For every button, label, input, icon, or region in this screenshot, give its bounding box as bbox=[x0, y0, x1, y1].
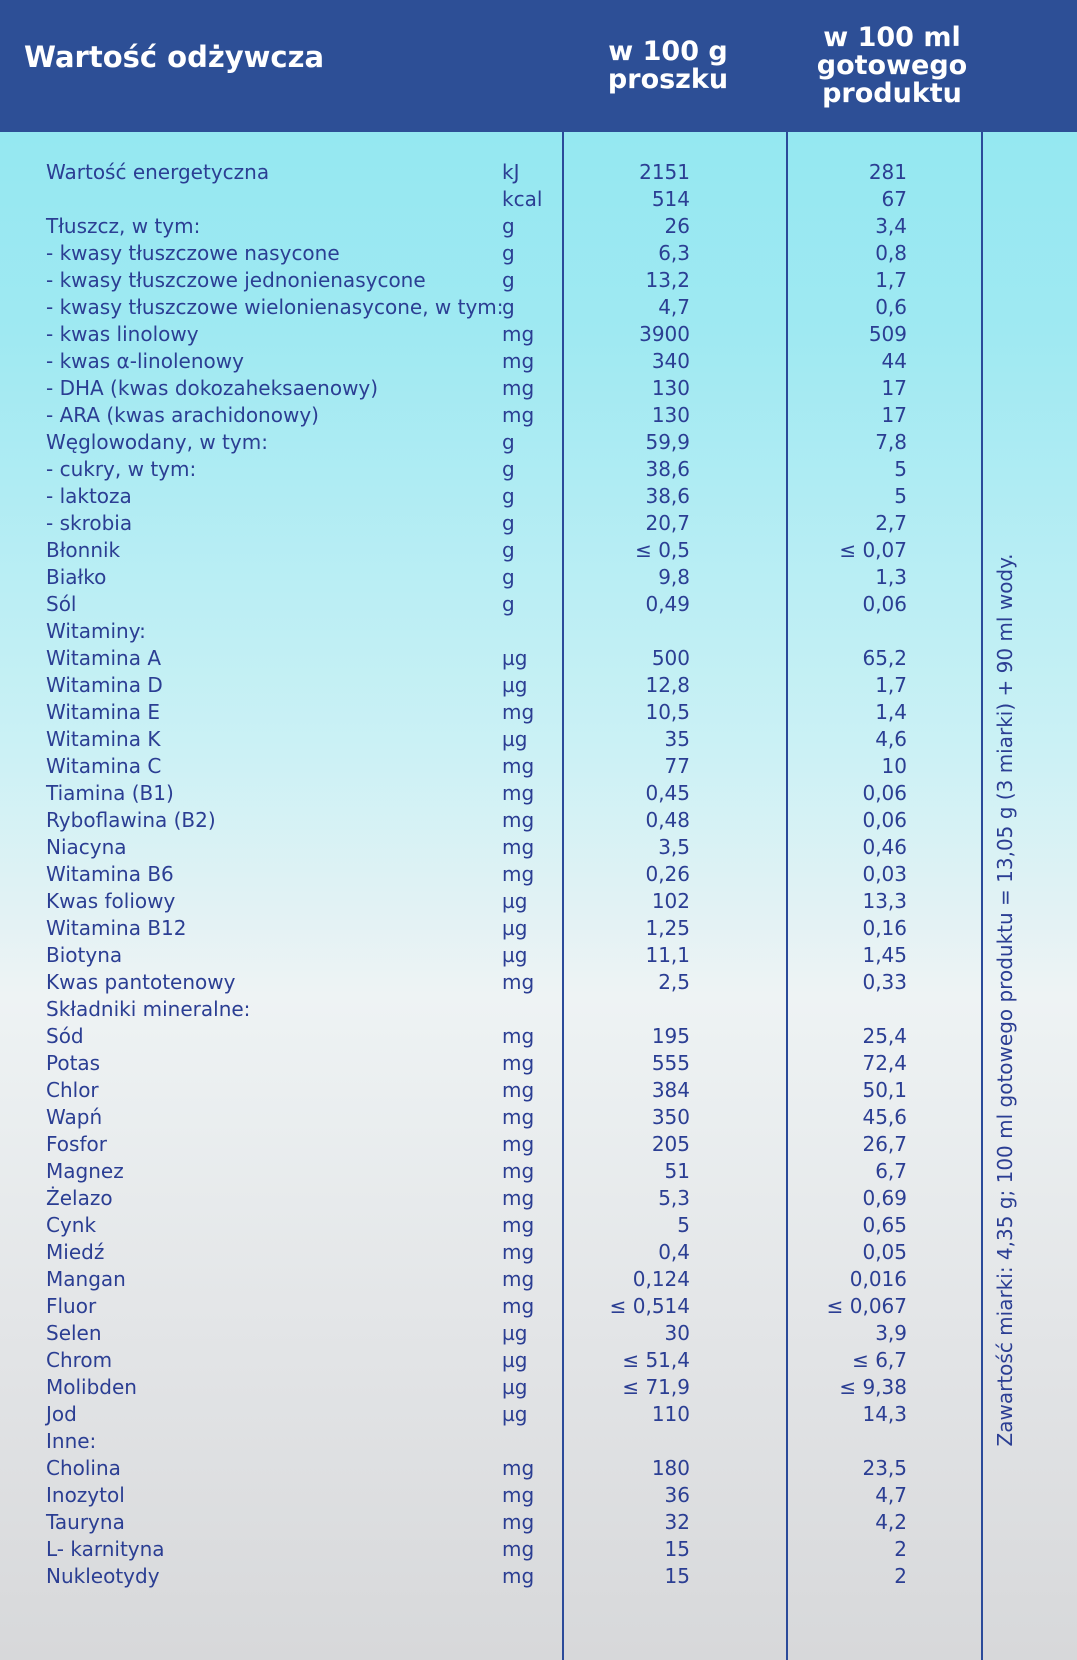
table-row bbox=[0, 241, 980, 268]
value-per-100g: 0,45 bbox=[645, 781, 690, 805]
value-per-100g: 0,26 bbox=[645, 862, 690, 886]
unit: mg bbox=[502, 1564, 535, 1588]
value-per-100ml: 5 bbox=[894, 457, 907, 481]
table-row bbox=[0, 1429, 980, 1456]
value-per-100g: 35 bbox=[664, 727, 690, 751]
unit: kJ bbox=[502, 160, 520, 184]
value-per-100ml: 2 bbox=[894, 1537, 907, 1561]
nutrient-name: - kwas α-linolenowy bbox=[46, 349, 244, 373]
nutrient-name: Jod bbox=[46, 1402, 77, 1426]
nutrient-name: Fluor bbox=[46, 1294, 97, 1318]
nutrient-name: Węglowodany, w tym: bbox=[46, 430, 268, 454]
value-per-100g: 59,9 bbox=[645, 430, 690, 454]
value-per-100ml: 65,2 bbox=[862, 646, 907, 670]
table-header bbox=[0, 0, 1077, 132]
nutrient-name: Witamina C bbox=[46, 754, 162, 778]
nutrient-name: Witamina B6 bbox=[46, 862, 174, 886]
value-per-100ml: 4,7 bbox=[875, 1483, 907, 1507]
table-row bbox=[0, 268, 980, 295]
table-row bbox=[0, 754, 980, 781]
table-row bbox=[0, 1024, 980, 1051]
nutrient-name: - DHA (kwas dokozaheksaenowy) bbox=[46, 376, 379, 400]
value-per-100ml: 17 bbox=[881, 403, 907, 427]
table-row bbox=[0, 511, 980, 538]
table-row bbox=[0, 160, 980, 187]
value-per-100g: 130 bbox=[651, 403, 690, 427]
value-per-100ml: 0,05 bbox=[862, 1240, 907, 1264]
nutrient-name: Molibden bbox=[46, 1375, 137, 1399]
unit: g bbox=[502, 241, 515, 265]
value-per-100ml: 72,4 bbox=[862, 1051, 907, 1075]
value-per-100ml: 0,33 bbox=[862, 970, 907, 994]
value-per-100g: 13,2 bbox=[645, 268, 690, 292]
value-per-100ml: 7,8 bbox=[875, 430, 907, 454]
table-row bbox=[0, 808, 980, 835]
value-per-100g: ≤ 51,4 bbox=[622, 1348, 690, 1372]
value-per-100g: 500 bbox=[651, 646, 690, 670]
nutrient-name: Witaminy: bbox=[46, 619, 146, 643]
nutrient-name: Witamina A bbox=[46, 646, 161, 670]
serving-note: Zawartość miarki: 4,35 g; 100 ml gotowego produktu = 13,05 g (3 miarki) + 90 ml wody. bbox=[993, 553, 1017, 1447]
table-row bbox=[0, 457, 980, 484]
unit: mg bbox=[502, 970, 535, 994]
value-per-100ml: 0,16 bbox=[862, 916, 907, 940]
unit: mg bbox=[502, 1024, 535, 1048]
unit: g bbox=[502, 457, 515, 481]
unit: mg bbox=[502, 1294, 535, 1318]
unit: µg bbox=[502, 1402, 528, 1426]
nutrient-name: Wapń bbox=[46, 1105, 103, 1129]
unit: µg bbox=[502, 646, 528, 670]
table-row bbox=[0, 1051, 980, 1078]
value-per-100g: 130 bbox=[651, 376, 690, 400]
table-row bbox=[0, 727, 980, 754]
value-per-100ml: 17 bbox=[881, 376, 907, 400]
table-row bbox=[0, 1159, 980, 1186]
column-header-per-100g bbox=[562, 38, 774, 94]
unit: g bbox=[502, 565, 515, 589]
value-per-100ml: 50,1 bbox=[862, 1078, 907, 1102]
value-per-100g: 1,25 bbox=[645, 916, 690, 940]
table-row bbox=[0, 295, 980, 322]
table-row bbox=[0, 322, 980, 349]
unit: µg bbox=[502, 916, 528, 940]
table-row bbox=[0, 1240, 980, 1267]
value-per-100g: 12,8 bbox=[645, 673, 690, 697]
table-row bbox=[0, 1213, 980, 1240]
unit: mg bbox=[502, 835, 535, 859]
value-per-100g: 0,48 bbox=[645, 808, 690, 832]
nutrient-name: Wartość energetyczna bbox=[46, 160, 270, 184]
table-row bbox=[0, 1510, 980, 1537]
unit: mg bbox=[502, 1105, 535, 1129]
table-row bbox=[0, 430, 980, 457]
table-row bbox=[0, 700, 980, 727]
value-per-100g: 5 bbox=[677, 1213, 690, 1237]
nutrient-name: Magnez bbox=[46, 1159, 124, 1183]
unit: mg bbox=[502, 1159, 535, 1183]
column-header-line: gotowego bbox=[816, 50, 968, 81]
unit: mg bbox=[502, 862, 535, 886]
value-per-100ml: 509 bbox=[868, 322, 907, 346]
value-per-100g: ≤ 0,5 bbox=[635, 538, 690, 562]
nutrient-name: Mangan bbox=[46, 1267, 126, 1291]
value-per-100ml: 2 bbox=[894, 1564, 907, 1588]
value-per-100g: 2,5 bbox=[658, 970, 690, 994]
unit: g bbox=[502, 538, 515, 562]
nutrient-name: - kwasy tłuszczowe wielonienasycone, w tym: bbox=[46, 295, 504, 319]
value-per-100g: 4,7 bbox=[658, 295, 690, 319]
value-per-100ml: 0,03 bbox=[862, 862, 907, 886]
value-per-100g: 3,5 bbox=[658, 835, 690, 859]
unit: mg bbox=[502, 1051, 535, 1075]
unit: µg bbox=[502, 889, 528, 913]
value-per-100g: 51 bbox=[664, 1159, 690, 1183]
table-row bbox=[0, 187, 980, 214]
nutrient-name: - cukry, w tym: bbox=[46, 457, 197, 481]
table-row bbox=[0, 1186, 980, 1213]
nutrient-name: Cholina bbox=[46, 1456, 121, 1480]
value-per-100ml: 23,5 bbox=[862, 1456, 907, 1480]
value-per-100ml: 4,6 bbox=[875, 727, 907, 751]
value-per-100ml: 0,65 bbox=[862, 1213, 907, 1237]
value-per-100ml: 2,7 bbox=[875, 511, 907, 535]
value-per-100g: 9,8 bbox=[658, 565, 690, 589]
value-per-100ml: 25,4 bbox=[862, 1024, 907, 1048]
unit: µg bbox=[502, 943, 528, 967]
table-row bbox=[0, 1132, 980, 1159]
column-header-line: w 100 g bbox=[608, 36, 728, 67]
nutrient-name: Niacyna bbox=[46, 835, 127, 859]
value-per-100g: 102 bbox=[651, 889, 690, 913]
value-per-100ml: 0,06 bbox=[862, 781, 907, 805]
table-row bbox=[0, 538, 980, 565]
unit: mg bbox=[502, 322, 535, 346]
value-per-100g: 3900 bbox=[639, 322, 690, 346]
table-row bbox=[0, 592, 980, 619]
unit: µg bbox=[502, 1348, 528, 1372]
table-row bbox=[0, 997, 980, 1024]
nutrient-name: Inne: bbox=[46, 1429, 97, 1453]
value-per-100g: 26 bbox=[664, 214, 690, 238]
value-per-100ml: 67 bbox=[881, 187, 907, 211]
table-row bbox=[0, 1564, 980, 1591]
nutrient-name: Sód bbox=[46, 1024, 84, 1048]
table-row bbox=[0, 1105, 980, 1132]
table-row bbox=[0, 349, 980, 376]
value-per-100g: 205 bbox=[651, 1132, 690, 1156]
value-per-100ml: 44 bbox=[881, 349, 907, 373]
value-per-100g: 10,5 bbox=[645, 700, 690, 724]
unit: g bbox=[502, 295, 515, 319]
nutrient-name: Żelazo bbox=[46, 1186, 113, 1210]
unit: mg bbox=[502, 1267, 535, 1291]
nutrient-name: Chlor bbox=[46, 1078, 99, 1102]
nutrient-name: Tauryna bbox=[46, 1510, 125, 1534]
table-row bbox=[0, 943, 980, 970]
value-per-100ml: 5 bbox=[894, 484, 907, 508]
table-row bbox=[0, 1078, 980, 1105]
column-divider bbox=[981, 132, 983, 1660]
value-per-100ml: 13,3 bbox=[862, 889, 907, 913]
value-per-100g: 0,124 bbox=[632, 1267, 690, 1291]
nutrient-name: L- karnityna bbox=[46, 1537, 165, 1561]
column-header-per-100ml bbox=[786, 24, 998, 108]
value-per-100g: 5,3 bbox=[658, 1186, 690, 1210]
nutrient-name: Kwas foliowy bbox=[46, 889, 176, 913]
value-per-100g: 0,49 bbox=[645, 592, 690, 616]
value-per-100g: 2151 bbox=[639, 160, 690, 184]
value-per-100g: 32 bbox=[664, 1510, 690, 1534]
value-per-100ml: 0,016 bbox=[849, 1267, 907, 1291]
value-per-100ml: 3,9 bbox=[875, 1321, 907, 1345]
nutrient-name: Potas bbox=[46, 1051, 101, 1075]
table-row bbox=[0, 1537, 980, 1564]
nutrient-name: Błonnik bbox=[46, 538, 121, 562]
unit: µg bbox=[502, 673, 528, 697]
value-per-100g: 514 bbox=[651, 187, 690, 211]
value-per-100ml: 1,4 bbox=[875, 700, 907, 724]
value-per-100ml: 3,4 bbox=[875, 214, 907, 238]
value-per-100ml: 45,6 bbox=[862, 1105, 907, 1129]
table-row bbox=[0, 1267, 980, 1294]
value-per-100g: 20,7 bbox=[645, 511, 690, 535]
table-row bbox=[0, 565, 980, 592]
unit: mg bbox=[502, 376, 535, 400]
value-per-100g: 0,4 bbox=[658, 1240, 690, 1264]
value-per-100ml: ≤ 9,38 bbox=[839, 1375, 907, 1399]
unit: g bbox=[502, 511, 515, 535]
table-row bbox=[0, 619, 980, 646]
unit: mg bbox=[502, 1510, 535, 1534]
nutrient-name: Ryboflawina (B2) bbox=[46, 808, 216, 832]
value-per-100ml: 1,45 bbox=[862, 943, 907, 967]
value-per-100g: 110 bbox=[651, 1402, 690, 1426]
unit: mg bbox=[502, 349, 535, 373]
value-per-100g: 38,6 bbox=[645, 457, 690, 481]
value-per-100ml: 0,6 bbox=[875, 295, 907, 319]
value-per-100g: 195 bbox=[651, 1024, 690, 1048]
table-row bbox=[0, 1456, 980, 1483]
value-per-100ml: 0,46 bbox=[862, 835, 907, 859]
value-per-100ml: 14,3 bbox=[862, 1402, 907, 1426]
nutrient-name: Witamina K bbox=[46, 727, 161, 751]
column-header-line: w 100 ml bbox=[823, 22, 961, 53]
value-per-100g: 36 bbox=[664, 1483, 690, 1507]
value-per-100g: 180 bbox=[651, 1456, 690, 1480]
unit: mg bbox=[502, 754, 535, 778]
unit: mg bbox=[502, 1186, 535, 1210]
table-row bbox=[0, 916, 980, 943]
nutrient-name: - ARA (kwas arachidonowy) bbox=[46, 403, 319, 427]
value-per-100ml: 0,8 bbox=[875, 241, 907, 265]
nutrient-name: - kwasy tłuszczowe nasycone bbox=[46, 241, 340, 265]
unit: kcal bbox=[502, 187, 543, 211]
unit: g bbox=[502, 592, 515, 616]
nutrient-name: Składniki mineralne: bbox=[46, 997, 251, 1021]
unit: mg bbox=[502, 1132, 535, 1156]
value-per-100g: 384 bbox=[651, 1078, 690, 1102]
column-header-line: produktu bbox=[822, 78, 962, 109]
nutrient-name: Selen bbox=[46, 1321, 102, 1345]
unit: mg bbox=[502, 1537, 535, 1561]
table-row bbox=[0, 646, 980, 673]
value-per-100ml: 1,3 bbox=[875, 565, 907, 589]
table-row bbox=[0, 1321, 980, 1348]
nutrient-name: Tłuszcz, w tym: bbox=[46, 214, 201, 238]
value-per-100ml: 6,7 bbox=[875, 1159, 907, 1183]
value-per-100g: 30 bbox=[664, 1321, 690, 1345]
table-row bbox=[0, 1483, 980, 1510]
value-per-100ml: 10 bbox=[881, 754, 907, 778]
table-row bbox=[0, 889, 980, 916]
value-per-100ml: 0,69 bbox=[862, 1186, 907, 1210]
value-per-100g: 555 bbox=[651, 1051, 690, 1075]
value-per-100ml: 281 bbox=[868, 160, 907, 184]
table-row bbox=[0, 1375, 980, 1402]
unit: g bbox=[502, 484, 515, 508]
value-per-100g: 340 bbox=[651, 349, 690, 373]
table-row bbox=[0, 781, 980, 808]
unit: mg bbox=[502, 1483, 535, 1507]
unit: mg bbox=[502, 1213, 535, 1237]
table-row bbox=[0, 1348, 980, 1375]
unit: µg bbox=[502, 1321, 528, 1345]
value-per-100ml: 0,06 bbox=[862, 592, 907, 616]
value-per-100g: 77 bbox=[664, 754, 690, 778]
table-row bbox=[0, 484, 980, 511]
column-header-line: proszku bbox=[607, 64, 729, 95]
value-per-100ml: ≤ 0,067 bbox=[826, 1294, 907, 1318]
value-per-100g: 350 bbox=[651, 1105, 690, 1129]
nutrient-name: - kwasy tłuszczowe jednonienasycone bbox=[46, 268, 426, 292]
table-title: Wartość odżywcza bbox=[24, 40, 325, 74]
value-per-100g: ≤ 71,9 bbox=[622, 1375, 690, 1399]
unit: g bbox=[502, 214, 515, 238]
value-per-100ml: ≤ 6,7 bbox=[852, 1348, 907, 1372]
unit: mg bbox=[502, 808, 535, 832]
unit: g bbox=[502, 430, 515, 454]
table-row bbox=[0, 673, 980, 700]
nutrient-name: Białko bbox=[46, 565, 107, 589]
nutrient-name: Chrom bbox=[46, 1348, 113, 1372]
nutrient-name: Fosfor bbox=[46, 1132, 107, 1156]
nutrient-name: - skrobia bbox=[46, 511, 133, 535]
nutrient-name: Miedź bbox=[46, 1240, 105, 1264]
unit: mg bbox=[502, 1240, 535, 1264]
value-per-100g: 11,1 bbox=[645, 943, 690, 967]
table-row bbox=[0, 835, 980, 862]
table-row bbox=[0, 376, 980, 403]
value-per-100ml: 26,7 bbox=[862, 1132, 907, 1156]
nutrient-name: Cynk bbox=[46, 1213, 97, 1237]
nutrient-name: - kwas linolowy bbox=[46, 322, 199, 346]
nutrient-name: Nukleotydy bbox=[46, 1564, 160, 1588]
nutrient-name: Witamina B12 bbox=[46, 916, 187, 940]
unit: g bbox=[502, 268, 515, 292]
table-row bbox=[0, 403, 980, 430]
value-per-100ml: 1,7 bbox=[875, 673, 907, 697]
table-row bbox=[0, 970, 980, 997]
table-row bbox=[0, 1402, 980, 1429]
value-per-100g: 38,6 bbox=[645, 484, 690, 508]
nutrient-name: Tiamina (B1) bbox=[46, 781, 174, 805]
nutrient-name: Inozytol bbox=[46, 1483, 125, 1507]
unit: mg bbox=[502, 1078, 535, 1102]
unit: mg bbox=[502, 700, 535, 724]
value-per-100g: 15 bbox=[664, 1537, 690, 1561]
unit: µg bbox=[502, 727, 528, 751]
value-per-100ml: 0,06 bbox=[862, 808, 907, 832]
value-per-100ml: 1,7 bbox=[875, 268, 907, 292]
table-row bbox=[0, 862, 980, 889]
table-row bbox=[0, 214, 980, 241]
value-per-100ml: 4,2 bbox=[875, 1510, 907, 1534]
unit: mg bbox=[502, 403, 535, 427]
value-per-100ml: ≤ 0,07 bbox=[839, 538, 907, 562]
nutrient-name: - laktoza bbox=[46, 484, 132, 508]
nutrition-rows bbox=[0, 160, 980, 1591]
nutrient-name: Kwas pantotenowy bbox=[46, 970, 236, 994]
nutrient-name: Biotyna bbox=[46, 943, 123, 967]
unit: mg bbox=[502, 1456, 535, 1480]
value-per-100g: 6,3 bbox=[658, 241, 690, 265]
table-row bbox=[0, 1294, 980, 1321]
unit: mg bbox=[502, 781, 535, 805]
unit: µg bbox=[502, 1375, 528, 1399]
value-per-100g: ≤ 0,514 bbox=[609, 1294, 690, 1318]
nutrient-name: Witamina E bbox=[46, 700, 160, 724]
nutrient-name: Sól bbox=[46, 592, 77, 616]
value-per-100g: 15 bbox=[664, 1564, 690, 1588]
nutrient-name: Witamina D bbox=[46, 673, 163, 697]
